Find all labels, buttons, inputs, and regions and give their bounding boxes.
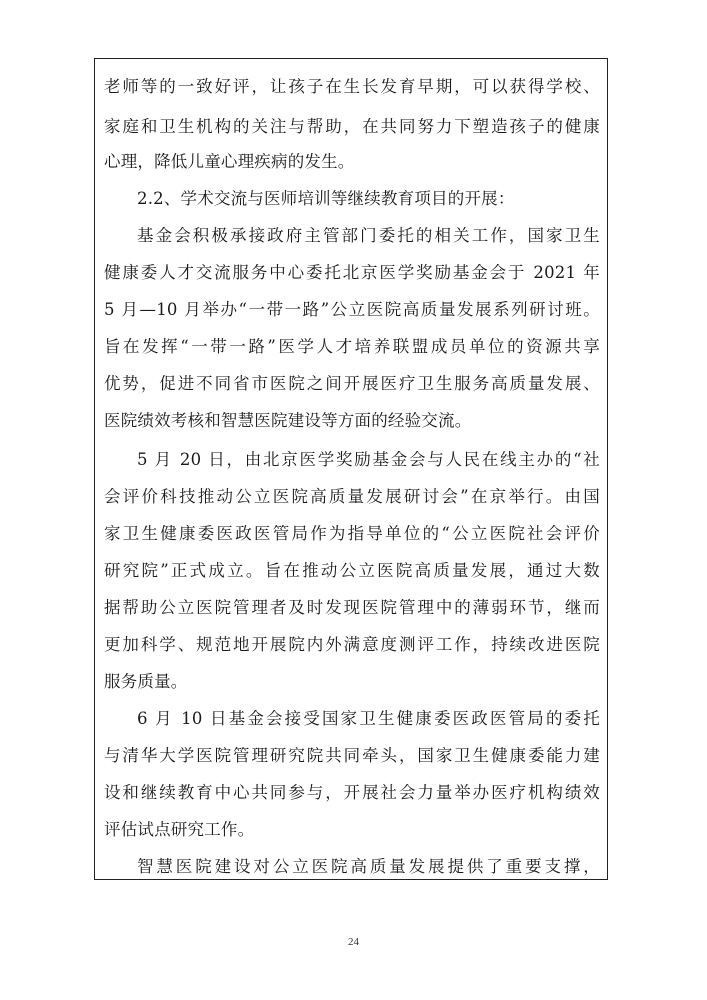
body-text-line: 老师等的一致好评，让孩子在生长发育早期，可以获得学校、 xyxy=(104,77,600,96)
body-text-line: 智慧医院建设对公立医院高质量发展提供了重要支撑， xyxy=(137,857,600,876)
body-text-line: 据帮助公立医院管理者及时发现医院管理中的薄弱环节，继而 xyxy=(104,598,600,617)
body-text-line: 健康委人才交流服务中心委托北京医学奖励基金会于 2021 年 xyxy=(104,263,600,282)
body-text-line: 优势，促进不同省市医院之间开展医疗卫生服务高质量发展、 xyxy=(104,374,600,393)
section-heading: 2.2、学术交流与医师培训等继续教育项目的开展： xyxy=(137,189,515,208)
body-text-line: 5 月 20 日，由北京医学奖励基金会与人民在线主办的“社 xyxy=(137,450,600,469)
body-text-line: 评估试点研究工作。 xyxy=(104,820,255,839)
body-text-line: 服务质量。 xyxy=(104,672,188,691)
body-text-line: 5 月—10 月举办“一带一路”公立医院高质量发展系列研讨班。 xyxy=(104,300,600,319)
body-text-line: 心理，降低儿童心理疾病的发生。 xyxy=(104,152,355,171)
body-text-line: 家庭和卫生机构的关注与帮助，在共同努力下塑造孩子的健康 xyxy=(104,117,600,136)
body-text-line: 设和继续教育中心共同参与，开展社会力量举办医疗机构绩效 xyxy=(104,783,600,802)
body-text-line: 与清华大学医院管理研究院共同牵头，国家卫生健康委能力建 xyxy=(104,746,600,765)
body-text-line: 家卫生健康委医政医管局作为指导单位的“公立医院社会评价 xyxy=(104,524,600,543)
body-text-line: 基金会积极承接政府主管部门委托的相关工作，国家卫生 xyxy=(137,226,600,245)
body-text-line: 更加科学、规范地开展院内外满意度测评工作，持续改进医院 xyxy=(104,635,600,654)
body-text-line: 会评价科技推动公立医院高质量发展研讨会”在京举行。由国 xyxy=(104,487,600,506)
body-text-line: 旨在发挥“一带一路”医学人才培养联盟成员单位的资源共享 xyxy=(104,337,600,356)
page-number: 24 xyxy=(348,936,359,948)
body-text-line: 研究院”正式成立。旨在推动公立医院高质量发展，通过大数 xyxy=(104,561,600,580)
body-text-line: 医院绩效考核和智慧医院建设等方面的经验交流。 xyxy=(104,411,472,430)
body-text-line: 6 月 10 日基金会接受国家卫生健康委医政医管局的委托 xyxy=(137,709,600,728)
